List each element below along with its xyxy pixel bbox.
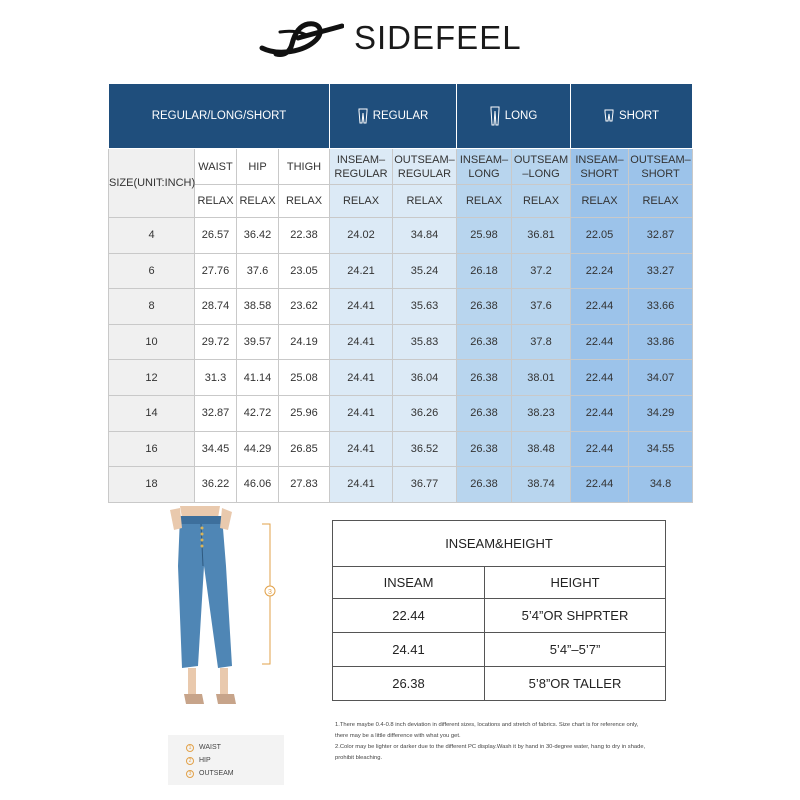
- fit-label: RELAX: [571, 185, 629, 218]
- measurement-cell: 25.96: [279, 395, 330, 431]
- measurement-cell: 23.62: [279, 289, 330, 325]
- measurement-cell: 36.81: [512, 218, 571, 254]
- measurement-cell: 24.02: [330, 218, 393, 254]
- table-row: [109, 289, 693, 325]
- measurement-cell: 37.6: [512, 289, 571, 325]
- measurement-cell: 26.57: [195, 218, 237, 254]
- col-outseam-long: OUTSEAM –LONG: [512, 149, 571, 185]
- measurement-cell: 32.87: [629, 218, 693, 254]
- measurement-cell: 41.14: [237, 360, 279, 396]
- measurement-cell: 24.41: [330, 289, 393, 325]
- legend-label: HIP: [199, 757, 211, 764]
- col-inseam-long: INSEAM– LONG: [457, 149, 512, 185]
- measurement-cell: 22.44: [571, 324, 629, 360]
- table-row: [109, 395, 693, 431]
- measurement-cell: 29.72: [195, 324, 237, 360]
- measurement-cell: 22.05: [571, 218, 629, 254]
- measurement-cell: 33.27: [629, 253, 693, 289]
- measurement-cell: 25.08: [279, 360, 330, 396]
- size-cell: 14: [109, 395, 195, 431]
- note-line: there may be a little difference with what you get.: [335, 733, 461, 739]
- measurement-cell: 24.41: [330, 431, 393, 467]
- inseam-value: 24.41: [333, 633, 485, 667]
- height-value: 5’4”OR SHPRTER: [485, 599, 666, 633]
- measurement-cell: 35.83: [393, 324, 457, 360]
- col-outseam-short: OUTSEAM– SHORT: [629, 149, 693, 185]
- measurement-cell: 24.41: [330, 360, 393, 396]
- col-inseam-short: INSEAM– SHORT: [571, 149, 629, 185]
- measurement-cell: 22.44: [571, 467, 629, 503]
- measurement-cell: 24.41: [330, 324, 393, 360]
- group-short-label: SHORT: [619, 110, 660, 122]
- measurement-cell: 27.76: [195, 253, 237, 289]
- measurement-cell: 38.01: [512, 360, 571, 396]
- size-cell: 10: [109, 324, 195, 360]
- measurement-cell: 34.84: [393, 218, 457, 254]
- size-cell: 4: [109, 218, 195, 254]
- header-regular-long-short: REGULAR/LONG/SHORT: [109, 84, 330, 149]
- measurement-cell: 27.83: [279, 467, 330, 503]
- inseam-height-table: [332, 520, 666, 701]
- size-cell: 16: [109, 431, 195, 467]
- legend-label: WAIST: [199, 744, 221, 751]
- care-notes: [335, 720, 695, 764]
- fit-label: RELAX: [237, 185, 279, 218]
- measurement-cell: 36.22: [195, 467, 237, 503]
- pants-icon: [358, 108, 368, 124]
- measurement-cell: 33.86: [629, 324, 693, 360]
- measurement-cell: 38.23: [512, 395, 571, 431]
- measurement-cell: 22.38: [279, 218, 330, 254]
- measurement-cell: 24.19: [279, 324, 330, 360]
- height-value: 5’8”OR TALLER: [485, 667, 666, 701]
- fit-label: RELAX: [393, 185, 457, 218]
- measurement-cell: 38.58: [237, 289, 279, 325]
- size-cell: 6: [109, 253, 195, 289]
- col-inseam-regular: INSEAM– REGULAR: [330, 149, 393, 185]
- measurement-cell: 39.57: [237, 324, 279, 360]
- measurement-cell: 26.38: [457, 289, 512, 325]
- table-row: [109, 431, 693, 467]
- measurement-cell: 23.05: [279, 253, 330, 289]
- measurement-cell: 24.41: [330, 395, 393, 431]
- measurement-cell: 22.24: [571, 253, 629, 289]
- legend-item: [186, 754, 284, 767]
- col-hip: HIP: [237, 149, 279, 185]
- measurement-cell: 35.63: [393, 289, 457, 325]
- table-row: [109, 253, 693, 289]
- measurement-cell: 24.21: [330, 253, 393, 289]
- brand-name: SIDEFEEL: [354, 19, 522, 56]
- size-cell: 12: [109, 360, 195, 396]
- legend-number: 2: [186, 757, 194, 765]
- measurement-cell: 22.44: [571, 289, 629, 325]
- fit-label: RELAX: [512, 185, 571, 218]
- fit-label: RELAX: [629, 185, 693, 218]
- size-chart-table: [108, 83, 693, 503]
- header-group-long: [457, 84, 571, 149]
- sidefeel-logo-icon: [258, 18, 344, 58]
- legend-label: OUTSEAM: [199, 770, 234, 777]
- measurement-cell: 38.48: [512, 431, 571, 467]
- measurement-cell: 38.74: [512, 467, 571, 503]
- size-unit-header: SIZE(UNIT:INCH): [109, 149, 195, 218]
- measurement-cell: 42.72: [237, 395, 279, 431]
- measurement-cell: 37.6: [237, 253, 279, 289]
- table-row: [109, 324, 693, 360]
- inseam-value: 22.44: [333, 599, 485, 633]
- measurement-cell: 24.41: [330, 467, 393, 503]
- legend-item: [186, 767, 284, 780]
- measurement-cell: 22.44: [571, 395, 629, 431]
- measurement-cell: 36.26: [393, 395, 457, 431]
- measurement-cell: 46.06: [237, 467, 279, 503]
- pants-icon: [604, 109, 614, 122]
- size-rows: [109, 218, 693, 503]
- measurement-cell: 26.38: [457, 324, 512, 360]
- col-outseam-regular: OUTSEAM– REGULAR: [393, 149, 457, 185]
- note-line: 2.Color may be lighter or darker due to the different PC display.Wash it by hand in 30-degree water, hang to dry in shade,: [335, 744, 646, 750]
- measurement-cell: 36.42: [237, 218, 279, 254]
- measurement-cell: 22.44: [571, 360, 629, 396]
- measurement-cell: 31.3: [195, 360, 237, 396]
- fit-label: RELAX: [195, 185, 237, 218]
- legend-number: 3: [186, 770, 194, 778]
- model-jeans-illustration: [162, 506, 282, 718]
- measurement-cell: 34.29: [629, 395, 693, 431]
- measurement-cell: 36.77: [393, 467, 457, 503]
- inseam-height-title: INSEAM&HEIGHT: [333, 521, 666, 567]
- fit-label: RELAX: [279, 185, 330, 218]
- fit-label: RELAX: [330, 185, 393, 218]
- measurement-cell: 32.87: [195, 395, 237, 431]
- measurement-cell: 26.38: [457, 431, 512, 467]
- measurement-cell: 25.98: [457, 218, 512, 254]
- measurement-cell: 26.85: [279, 431, 330, 467]
- note-line: prohibit bleaching.: [335, 755, 383, 761]
- measurement-cell: 35.24: [393, 253, 457, 289]
- fit-label: RELAX: [457, 185, 512, 218]
- measurement-cell: 28.74: [195, 289, 237, 325]
- measurement-cell: 37.2: [512, 253, 571, 289]
- measurement-cell: 34.55: [629, 431, 693, 467]
- measurement-cell: 34.45: [195, 431, 237, 467]
- measurement-cell: 26.18: [457, 253, 512, 289]
- measurement-cell: 26.38: [457, 360, 512, 396]
- legend-number: 1: [186, 744, 194, 752]
- pants-icon: [490, 106, 500, 126]
- measurement-legend: [168, 735, 284, 785]
- measurement-cell: 34.8: [629, 467, 693, 503]
- brand-logo: [258, 14, 522, 62]
- header-group-short: [571, 84, 693, 149]
- measurement-cell: 22.44: [571, 431, 629, 467]
- note-line: 1.There maybe 0.4-0.8 inch deviation in different sizes, locations and stretch of fabrics. Size chart is for reference only,: [335, 722, 639, 728]
- inseam-header: INSEAM: [333, 567, 485, 599]
- height-value: 5’4”–5’7”: [485, 633, 666, 667]
- measurement-cell: 37.8: [512, 324, 571, 360]
- size-cell: 8: [109, 289, 195, 325]
- col-waist: WAIST: [195, 149, 237, 185]
- group-long-label: LONG: [504, 110, 538, 123]
- height-header: HEIGHT: [485, 567, 666, 599]
- group-regular-label: REGULAR: [372, 110, 429, 123]
- measurement-cell: 26.38: [457, 395, 512, 431]
- measurement-cell: 36.04: [393, 360, 457, 396]
- table-row: [109, 467, 693, 503]
- header-group-regular: [330, 84, 457, 149]
- legend-item: [186, 741, 284, 754]
- marker-outseam-number: 3: [268, 589, 272, 596]
- measurement-cell: 36.52: [393, 431, 457, 467]
- size-cell: 18: [109, 467, 195, 503]
- table-row: [109, 218, 693, 254]
- table-row: [109, 360, 693, 396]
- measurement-cell: 34.07: [629, 360, 693, 396]
- measurement-cell: 44.29: [237, 431, 279, 467]
- measurement-cell: 26.38: [457, 467, 512, 503]
- measurement-cell: 33.66: [629, 289, 693, 325]
- inseam-value: 26.38: [333, 667, 485, 701]
- col-thigh: THIGH: [279, 149, 330, 185]
